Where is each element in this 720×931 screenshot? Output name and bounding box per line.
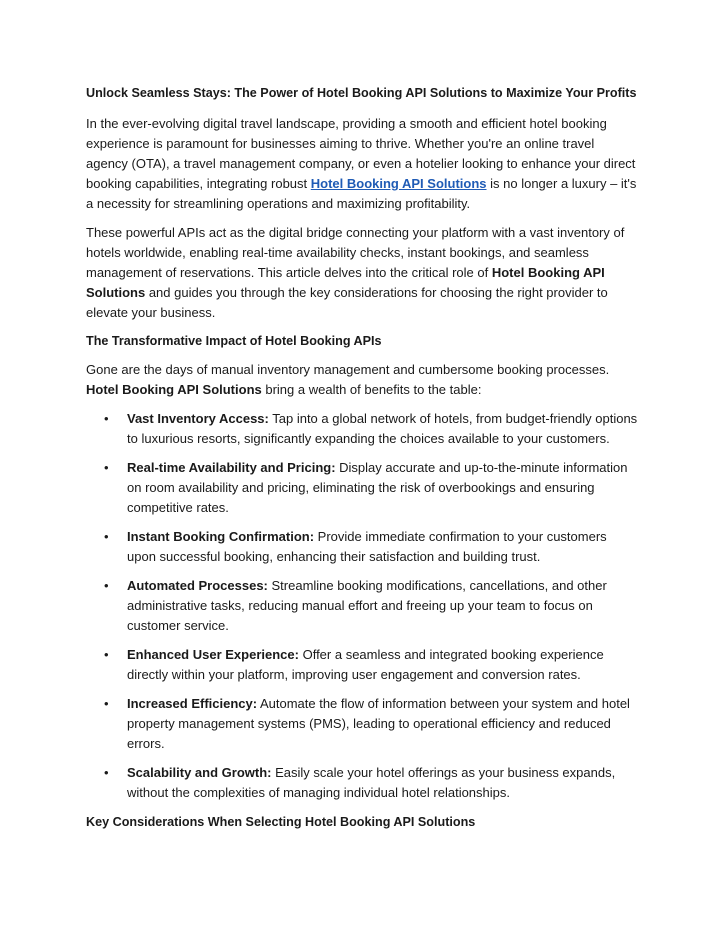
list-item-text: Easily scale your hotel offerings as your business expands, without the complexities of managing individual hotel relationships. — [127, 765, 616, 800]
bullet-icon: • — [104, 578, 109, 593]
list-item-term: Instant Booking Confirmation: — [127, 529, 315, 544]
intro-text-1: In the ever-evolving digital travel landscape, providing a smooth and efficient hotel booking experience is paramount for businesses aiming to thrive. Whether you're an online travel agency (OTA), a travel management company, or even a hotelier looking to enhance your direct booking capabilities, integrating robust — [86, 116, 636, 191]
intro-text-2: is no longer a luxury – it's a necessity for streamlining operations and maximizing profitability. — [86, 176, 637, 211]
list-item — [86, 763, 638, 803]
para2-text-2: and guides you through the key considerations for choosing the right provider to elevate your business. — [86, 285, 608, 320]
list-item — [86, 576, 638, 636]
bullet-icon: • — [104, 696, 109, 711]
list-item — [86, 458, 638, 518]
benefits-list — [86, 409, 638, 803]
impact-lead-paragraph — [86, 360, 638, 400]
hotel-booking-api-link[interactable]: Hotel Booking API Solutions — [310, 176, 487, 191]
document-title: Unlock Seamless Stays: The Power of Hotel Booking API Solutions to Maximize Your Profits — [86, 86, 637, 100]
list-item-text: Streamline booking modifications, cancellations, and other administrative tasks, reducing manual effort and freeing up your team to focus on customer service. — [127, 578, 607, 633]
bullet-icon: • — [104, 765, 109, 780]
list-item-text: Display accurate and up-to-the-minute information on room availability and pricing, eliminating the risk of overbookings and ensuring competitive rates. — [127, 460, 628, 515]
list-item — [86, 645, 638, 685]
list-item-term: Enhanced User Experience: — [127, 647, 299, 662]
list-item — [86, 527, 638, 567]
bullet-icon: • — [104, 647, 109, 662]
list-item-text: Provide immediate confirmation to your customers upon successful booking, enhancing their satisfaction and building trust. — [127, 529, 607, 564]
impact-lead-bold: Hotel Booking API Solutions — [86, 382, 262, 397]
list-item-text: Offer a seamless and integrated booking experience directly within your platform, improving user engagement and conversion rates. — [127, 647, 604, 682]
intro-paragraph — [86, 114, 638, 214]
list-item-term: Automated Processes: — [127, 578, 268, 593]
document-page — [86, 84, 638, 841]
bullet-icon: • — [104, 460, 109, 475]
list-item — [86, 409, 638, 449]
list-item-text: Tap into a global network of hotels, from budget-friendly options to luxurious resorts, significantly expanding the choices available to your customers. — [127, 411, 638, 446]
list-item — [86, 694, 638, 754]
list-item-term: Real-time Availability and Pricing: — [127, 460, 336, 475]
section-heading-considerations: Key Considerations When Selecting Hotel Booking API Solutions — [86, 815, 476, 829]
section-heading-impact: The Transformative Impact of Hotel Booking APIs — [86, 334, 382, 348]
list-item-term: Vast Inventory Access: — [127, 411, 269, 426]
bullet-icon: • — [104, 529, 109, 544]
list-item-text: Automate the flow of information between your system and hotel property management systems (PMS), leading to operational efficiency and reduced errors. — [127, 696, 630, 751]
second-paragraph — [86, 223, 638, 323]
para2-text-1: These powerful APIs act as the digital bridge connecting your platform with a vast inventory of hotels worldwide, enabling real-time availability checks, instant bookings, and seamless management of reservations. This article delves into the critical role of — [86, 225, 625, 280]
impact-lead-text-2: bring a wealth of benefits to the table: — [261, 382, 482, 397]
list-item-term: Scalability and Growth: — [127, 765, 272, 780]
bullet-icon: • — [104, 411, 109, 426]
list-item-term: Increased Efficiency: — [127, 696, 258, 711]
para2-bold: Hotel Booking API Solutions — [86, 265, 605, 300]
impact-lead-text-1: Gone are the days of manual inventory management and cumbersome booking processes. — [86, 362, 610, 377]
